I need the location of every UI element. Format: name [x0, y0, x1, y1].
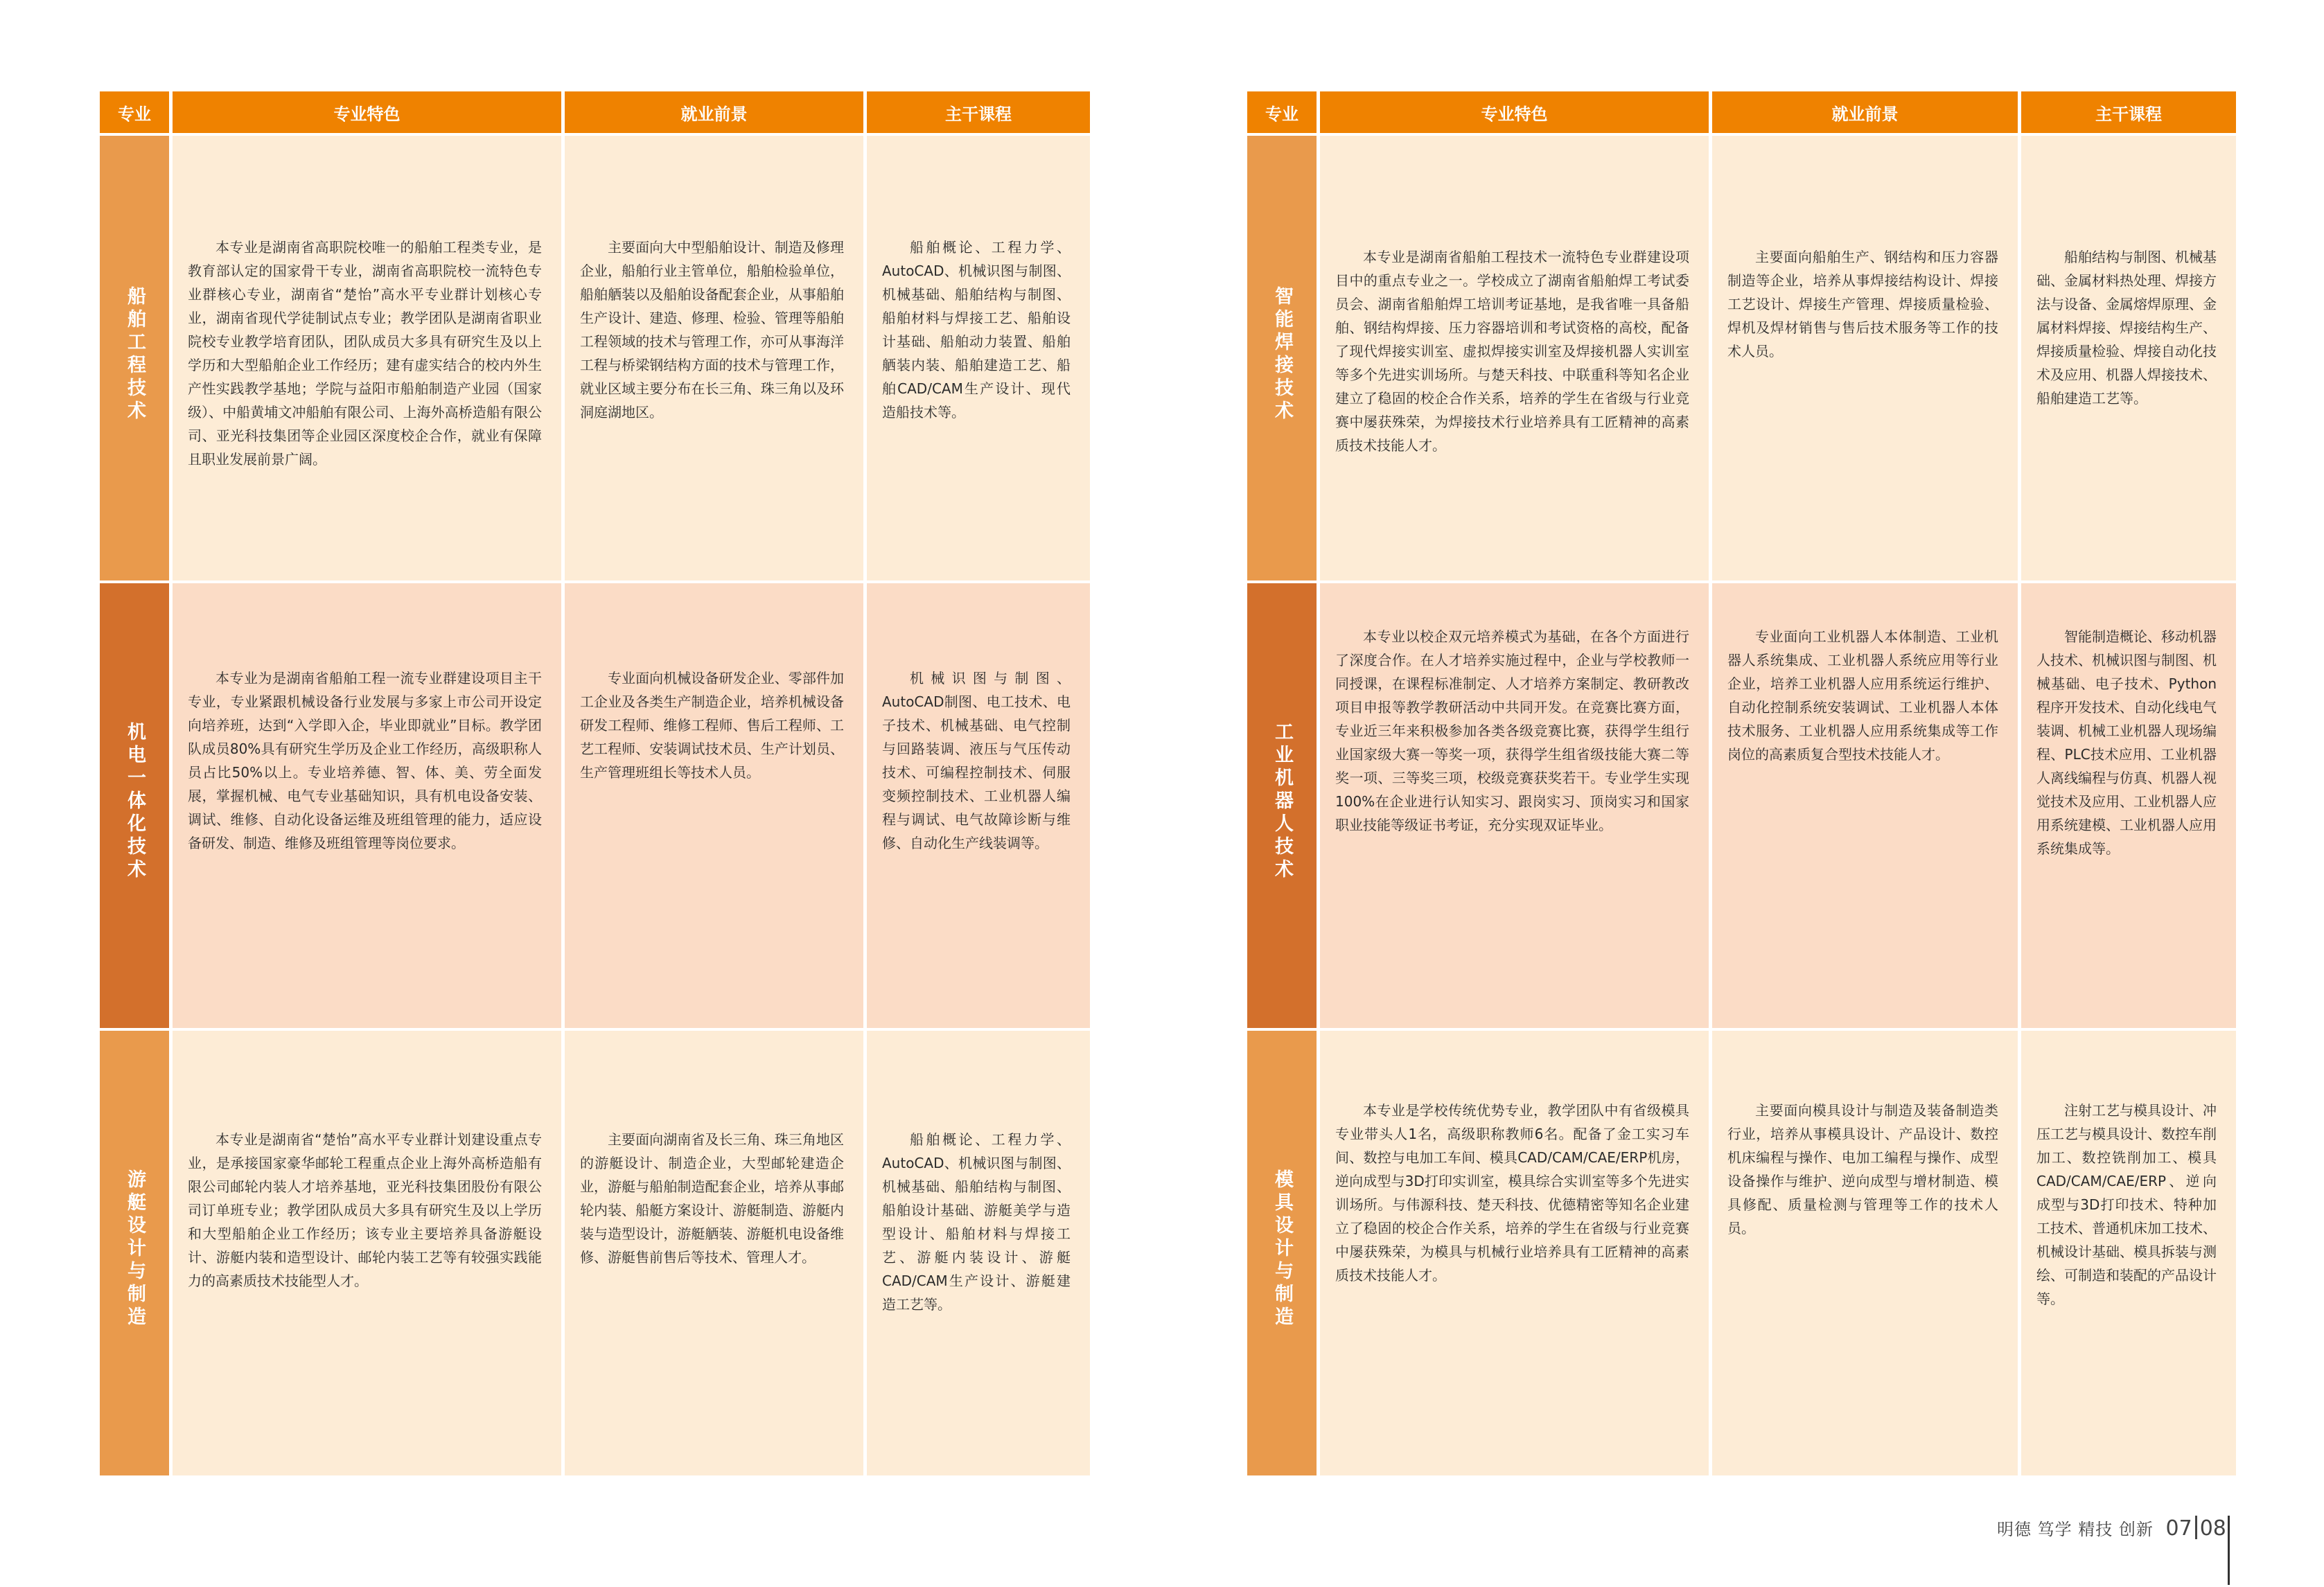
prospect-cell: [1712, 1031, 2018, 1478]
table-row: [1247, 136, 2236, 583]
major-name-cell: [1247, 1031, 1317, 1478]
courses-cell: [2021, 1031, 2236, 1478]
courses-cell: [867, 136, 1090, 583]
major-name: 智能焊接技术: [1271, 285, 1293, 423]
feature-cell: [173, 136, 561, 583]
prospect-cell: [1712, 583, 2018, 1031]
feature-text: 本专业是湖南省高职院校唯一的船舶工程类专业，是教育部认定的国家骨干专业，湖南省高职院校一流特色专业群核心专业，湖南省“楚怡”高水平专业群计划核心专业，湖南省现代学徒制试点专业；教学团队是湖南省职业院校专业教学培育团队，团队成员大多具有研究生及以上学历和大型船舶企业工作经历；建有虚实结合的校内外生产性实践教学基地；学院与益阳市船舶制造产业园（国家级）、中船黄埔文冲船舶有限公司、上海外高桥造船有限公司、亚光科技集团等企业园区深度校企合作，就业有保障且职业发展前景广阔。: [188, 239, 542, 468]
table-header-row: [1247, 91, 2236, 136]
courses-cell: [867, 583, 1090, 1031]
courses-cell: [867, 1031, 1090, 1478]
prospect-cell: [565, 136, 863, 583]
feature-cell: [173, 583, 561, 1031]
feature-text: 本专业为是湖南省船舶工程一流专业群建设项目主干专业，专业紧跟机械设备行业发展与多家上市公司开设定向培养班，达到“入学即入企，毕业即就业”目标。教学团队成员80%具有研究生学历及企业工作经历，高级职称人员占比50%以上。专业培养德、智、体、美、劳全面发展，掌握机械、电气专业基础知识，具有机电设备安装、调试、维修、自动化设备运维及班组管理的能力，适应设备研发、制造、维修及班组管理等岗位要求。: [188, 670, 542, 851]
header-courses: 主干课程: [2021, 91, 2236, 136]
page-divider: [2195, 1516, 2197, 1539]
prospect-text: 主要面向大中型船舶设计、制造及修理企业，船舶行业主管单位，船舶检验单位，船舶舾装以及船舶设备配套企业，从事船舶生产设计、建造、修理、检验、管理等船舶工程领域的技术与管理工作，亦可从事海洋工程与桥梁钢结构方面的技术与管理工作，就业区域主要分布在长三角、珠三角以及环洞庭湖地区。: [580, 239, 844, 420]
header-prospect: 就业前景: [565, 91, 863, 136]
major-name: 机电一体化技术: [124, 722, 146, 882]
prospect-cell: [1712, 136, 2018, 583]
table-header-row: [100, 91, 1090, 136]
header-feature: 专业特色: [173, 91, 561, 136]
major-name-cell: [1247, 136, 1317, 583]
header-prospect: 就业前景: [1712, 91, 2018, 136]
prospect-cell: [565, 1031, 863, 1478]
feature-cell: [1320, 136, 1709, 583]
prospect-text: 主要面向模具设计与制造及装备制造类行业，培养从事模具设计、产品设计、数控机床编程与操作、电加工编程与操作、成型设备操作与维护、逆向成型与增材制造、模具修配、质量检测与管理等工作的技术人员。: [1727, 1102, 1998, 1236]
prospect-text: 主要面向船舶生产、钢结构和压力容器制造等企业，培养从事焊接结构设计、焊接工艺设计、焊接生产管理、焊接质量检验、焊机及焊材销售与售后技术服务等工作的技术人员。: [1727, 249, 1998, 360]
major-name: 船舶工程技术: [124, 285, 146, 423]
courses-text: 智能制造概论、移动机器人技术、机械识图与制图、机械基础、电子技术、Python程序开发技术、自动化线电气装调、机械工业机器人现场编程、PLC技术应用、工业机器人离线编程与仿真、机器人视觉技术及应用、工业机器人应用系统建模、工业机器人应用系统集成等。: [2036, 628, 2217, 857]
feature-cell: [173, 1031, 561, 1478]
table-row: [1247, 583, 2236, 1031]
header-feature: 专业特色: [1320, 91, 1709, 136]
header-major: 专业: [100, 91, 169, 136]
footer-slogan: 明德 笃学 精技 创新: [1997, 1520, 2154, 1539]
courses-text: 船舶结构与制图、机械基础、金属材料热处理、焊接方法与设备、金属熔焊原理、金属材料焊接、焊接结构生产、焊接质量检验、焊接自动化技术及应用、机器人焊接技术、船舶建造工艺等。: [2036, 249, 2217, 407]
table-row: [100, 583, 1090, 1031]
page-number-right: 08: [2199, 1516, 2226, 1541]
right-page: [1247, 91, 2239, 1478]
prospect-text: 专业面向机械设备研发企业、零部件加工企业及各类生产制造企业，培养机械设备研发工程师、维修工程师、售后工程师、工艺工程师、安装调试技术员、生产计划员、生产管理班组长等技术人员。: [580, 670, 844, 781]
header-major: 专业: [1247, 91, 1317, 136]
table-row: [1247, 1031, 2236, 1478]
feature-text: 本专业是湖南省“楚怡”高水平专业群计划建设重点专业，是承接国家豪华邮轮工程重点企业上海外高桥造船有限公司邮轮内装人才培养基地，亚光科技集团股份有限公司订单班专业；教学团队成员大多具有研究生及以上学历和大型船舶企业工作经历；该专业主要培养具备游艇设计、游艇内装和造型设计、邮轮内装工艺等有较强实践能力的高素质技术技能型人才。: [188, 1131, 542, 1289]
feature-cell: [1320, 1031, 1709, 1478]
header-courses: 主干课程: [867, 91, 1090, 136]
footer-rule: [2228, 1516, 2230, 1585]
courses-cell: [2021, 583, 2236, 1031]
feature-text: 本专业以校企双元培养模式为基础，在各个方面进行了深度合作。在人才培养实施过程中，企业与学校教师一同授课，在课程标准制定、人才培养方案制定、教研教改项目申报等教学教研活动中共同开发。在竞赛比赛方面，专业近三年来积极参加各类各级竞赛比赛，获得学生组行业国家级大赛一等奖一项，获得学生组省级技能大赛二等奖一项、三等奖三项，校级竞赛获奖若干。专业学生实现100%在企业进行认知实习、跟岗实习、顶岗实习和国家职业技能等级证书考证，充分实现双证毕业。: [1335, 628, 1689, 833]
major-name-cell: [100, 136, 169, 583]
courses-text: 注射工艺与模具设计、冲压工艺与模具设计、数控车削加工、数控铣削加工、模具CAD/CAM/CAE/ERP、逆向成型与3D打印技术、特种加工技术、普通机床加工技术、机械设计基础、模具拆装与测绘、可制造和装配的产品设计等。: [2036, 1102, 2217, 1307]
right-major-table: [1244, 91, 2239, 1478]
major-name-cell: [100, 1031, 169, 1478]
table-row: [100, 136, 1090, 583]
prospect-text: 专业面向工业机器人本体制造、工业机器人系统集成、工业机器人系统应用等行业企业，培养工业机器人应用系统运行维护、自动化控制系统安装调试、工业机器人本体技术服务、工业机器人应用系统集成等工作岗位的高素质复合型技术技能人才。: [1727, 628, 1998, 763]
page-number-left: 07: [2165, 1516, 2192, 1541]
page-footer: [1997, 1516, 2226, 1541]
table-row: [100, 1031, 1090, 1478]
left-major-table: [96, 91, 1093, 1478]
courses-text: 船舶概论、工程力学、AutoCAD、机械识图与制图、机械基础、船舶结构与制图、船舶材料与焊接工艺、船舶设计基础、船舶动力装置、船舶舾装内装、船舶建造工艺、船舶CAD/CAM生产设计、现代造船技术等。: [882, 239, 1071, 420]
courses-text: 船舶概论、工程力学、AutoCAD、机械识图与制图、机械基础、船舶结构与制图、船舶设计基础、游艇美学与造型设计、船舶材料与焊接工艺、游艇内装设计、游艇CAD/CAM生产设计、游艇建造工艺等。: [882, 1131, 1071, 1313]
major-name: 工业机器人技术: [1271, 722, 1293, 882]
prospect-text: 主要面向湖南省及长三角、珠三角地区的游艇设计、制造企业，大型邮轮建造企业，游艇与船舶制造配套企业，培养从事邮轮内装、船艇方案设计、游艇制造、游艇内装与造型设计，游艇舾装、游艇机电设备维修、游艇售前售后等技术、管理人才。: [580, 1131, 844, 1266]
feature-text: 本专业是湖南省船舶工程技术一流特色专业群建设项目中的重点专业之一。学校成立了湖南省船舶焊工考试委员会、湖南省船舶焊工培训考证基地，是我省唯一具备船舶、钢结构焊接、压力容器培训和考试资格的高校，配备了现代焊接实训室、虚拟焊接实训室及焊接机器人实训室等多个先进实训场所。与楚天科技、中联重科等知名企业建立了稳固的校企合作关系，培养的学生在省级与行业竞赛中屡获殊荣，为焊接技术行业培养具有工匠精神的高素质技术技能人才。: [1335, 249, 1689, 454]
prospect-cell: [565, 583, 863, 1031]
major-name: 模具设计与制造: [1271, 1169, 1293, 1329]
feature-text: 本专业是学校传统优势专业，教学团队中有省级模具专业带头人1名，高级职称教师6名。配备了金工实习车间、数控与电加工车间、模具CAD/CAM/CAE/ERP机房，逆向成型与3D打印实训室，模具综合实训室等多个先进实训场所。与伟源科技、楚天科技、优德精密等知名企业建立了稳固的校企合作关系，培养的学生在省级与行业竞赛中屡获殊荣，为模具与机械行业培养具有工匠精神的高素质技术技能人才。: [1335, 1102, 1689, 1284]
courses-text: 机械识图与制图、AutoCAD制图、电工技术、电子技术、机械基础、电气控制与回路装调、液压与气压传动技术、可编程控制技术、伺服变频控制技术、工业机器人编程与调试、电气故障诊断与维修、自动化生产线装调等。: [882, 670, 1071, 851]
major-name-cell: [100, 583, 169, 1031]
feature-cell: [1320, 583, 1709, 1031]
major-name: 游艇设计与制造: [124, 1169, 146, 1329]
major-name-cell: [1247, 583, 1317, 1031]
left-page: [100, 91, 1093, 1478]
courses-cell: [2021, 136, 2236, 583]
